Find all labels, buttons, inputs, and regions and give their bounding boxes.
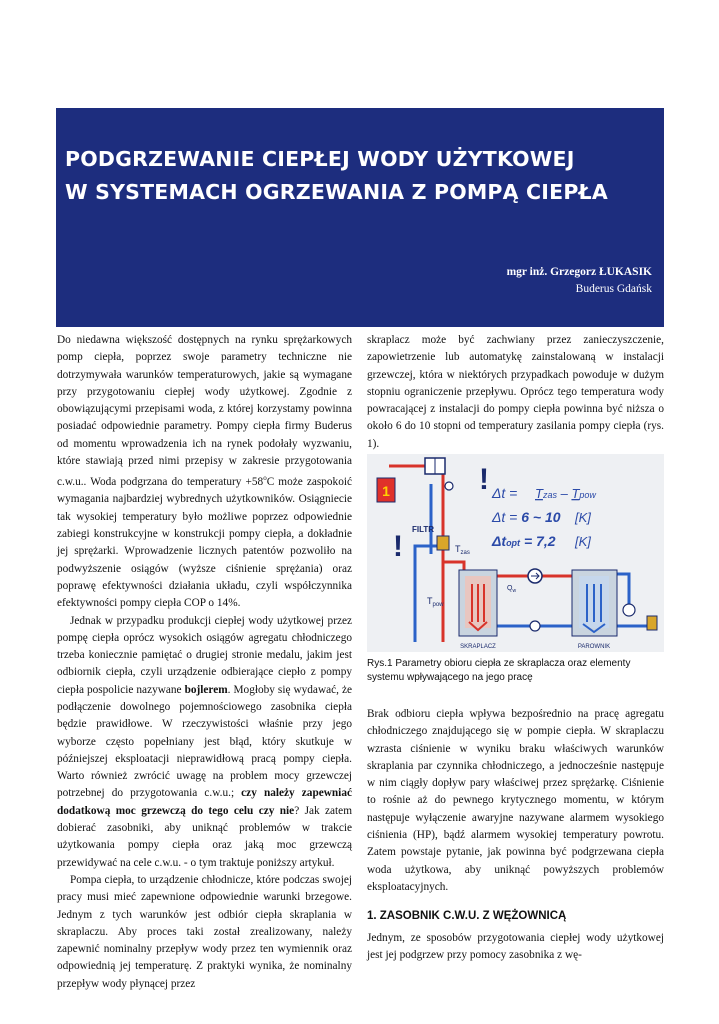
qw-label: $Q_w$ <box>507 585 517 594</box>
svg-text:Δtopt = 7,2: Δtopt = 7,2 <box>492 533 556 549</box>
author-block <box>507 264 652 298</box>
right-column-top <box>367 332 664 453</box>
figure-caption: Rys.1 Parametry obioru ciepła ze skraplacza oraz elementy systemu wpływającego na jego pracę <box>367 658 631 683</box>
valve-warning-icon <box>377 478 395 502</box>
paragraph: Jednak w przypadku produkcji ciepłej wody użytkowej przez pompę ciepła oprócz wysokich osiągów agregatu chłodniczego trzeba koniecznie pamiętać o drugiej stronie medalu, jakim jest odbiornik ciepła, czyli urządzenie odbierające ciepło z pompy ciepła pospolicie nazywane bojlerem. Mogłoby się wydawać, że podłączenie dowolnego pojemnościowego zasobnika ciepła będzie prawidłowe. W rzeczywistości właśnie przy jego wyborze często popełniany jest błąd, który skutkuje w późniejszej eksploatacji nieprawidłową pracą pompy ciepła. Warto również zwrócić uwagę na problem mocy grzewczej potrzebnej do przygotowania c.w.u.; czy należy zapewniać dodatkową moc grzewczą do tego celu czy nie? Jak zatem dobierać zasobniki, aby uniknąć problemów w trakcie użytkowania pompy ciepła oraz jaką moc grzewczą przewidywać na cele c.w.u. - o tym traktuje poniższy artykuł. <box>57 614 352 869</box>
warning-icon: ! <box>479 463 489 496</box>
svg-text:Δt = 6 ~ 10: Δt = 6 ~ 10 <box>492 509 561 525</box>
filter-icon <box>437 536 449 550</box>
paragraph: Do niedawna większość dostępnych na rynku sprężarkowych pomp ciepła, poprzez swoje parametry techniczne nie dotrzymywała warunków temperaturowych, jakie są wymagane przy przygotowaniu ciepłej wody użytkowej. Zgodnie z obowiązującymi przepisami woda, z której korzystamy powinna posiadać odpowiednie parametry. Pompy ciepła firmy Buderus od momentu wprowadzenia ich na rynek podołały wyzwaniu, które stawiają przed nimi przepisy w zakresie przygotowania c.w.u.. Woda podgrzana do temperatury $+58^oC$ może zaspokoić wymagania najbardziej wybrednych użytkowników. Osiągniecie tak wysokiej temperatury było możliwe poprzez odpowiednie zabiegi konstrukcyjne w konstrukcji pompy ciepła, a dokładnie jej sprężarki. Wprowadzenie licznych patentów pozwoliło na podwyższenie osiągów (wyższe ciśnienie sprężania) oraz poprawę efektywności działania układu, czyli współczynnika efektywności pompy ciepła COP o 14%. <box>57 334 352 610</box>
section-heading: 1. ZASOBNIK C.W.U. Z WĘŻOWNICĄ <box>367 910 567 922</box>
author-name: mgr inż. Grzegorz ŁUKASIK <box>506 266 652 278</box>
equations <box>491 485 596 549</box>
condenser-icon <box>459 570 497 636</box>
title-line-1: PODGRZEWANIE CIEPŁEJ WODY UŻYTKOWEJ <box>65 147 575 171</box>
paragraph: Pompa ciepła, to urządzenie chłodnicze, które podczas swojej pracy musi mieć zapewnione odpowiednie warunki brzegowe. Jednym z tych warunków jest odbiór ciepła skraplania w skraplaczu. Aby proces taki został zrealizowany, należy zapewnić nominalny przepływ wody przez ten wymiennik oraz odpowiednią jej temperaturę. Z praktyki wynika, że nominalny przepływ wody płynącej przez <box>57 873 352 990</box>
svg-text:[K]: [K] <box>575 510 591 525</box>
evaporator-icon <box>572 570 617 636</box>
svg-text:Tzas – Tpow: Tzas – Tpow <box>535 486 596 501</box>
condenser-label: SKRAPLACZ <box>460 644 496 650</box>
heat-pump-diagram <box>367 454 664 652</box>
right-column-bottom <box>367 930 664 965</box>
title-line-2: W SYSTEMACH OGRZEWANIA Z POMPĄ CIEPŁA <box>65 180 608 204</box>
expansion-valve-icon <box>530 621 540 631</box>
tzas-label: $T_{zas}$ <box>455 544 470 556</box>
paragraph: Jednym, ze sposobów przygotowania ciepłej wody użytkowej jest jej podgrzew przy pomocy zasobnika z wę- <box>367 932 664 962</box>
author-affiliation: Buderus Gdańsk <box>575 283 652 295</box>
svg-text:[K]: [K] <box>575 534 591 549</box>
paragraph: skraplacz może być zachwiany przez zanieczyszczenie, zapowietrzenie lub automatykę zainstalowaną w instalacji grzewczej, która w niektórych przypadkach powoduje w dużym stopniu ograniczenie przepływu. Oprócz tego temperatura wody powracającej z instalacji do pompy ciepła powinna być niższa o około 6 do 10 stopni od temperatury zasilania pompy ciepła (rys. 1). <box>367 334 664 450</box>
title-banner <box>56 108 664 327</box>
filter-label: FILTR <box>412 525 435 534</box>
expansion-valve-icon <box>425 458 453 490</box>
svg-text:1: 1 <box>382 483 390 499</box>
svg-text:Δt =: Δt = <box>492 485 518 501</box>
paragraph: Brak odbioru ciepła wpływa bezpośrednio na pracę agregatu chłodniczego znajdującego się w pompie ciepła. W skraplaczu wzrasta ciśnienie w wyniku braku właściwych warunków skraplania par czynnika chłodniczego, a jednocześnie następuje w nim ciągły dopływ pary właściwej przez sprężarkę. Ciśnienie to rośnie aż do pewnego krytycznego momentu, w którym następuje wyłączenie awaryjne nazywane alarmem wysokiego ciśnienia (HP), bądź alarmem wysokiej temperatury powrotu. Zatem powstaje pytanie, jak powinna być podgrzewana ciepła woda użytkowa, aby uniknąć powyższych problemów eksploatacyjnych. <box>367 708 664 893</box>
warning-icon: ! <box>393 530 403 563</box>
article-title <box>65 143 657 209</box>
left-column <box>57 332 352 993</box>
tpow-label: $T_{pow}$ <box>427 596 444 608</box>
evaporator-label: PAROWNIK <box>577 644 611 650</box>
pump-icon <box>623 604 635 616</box>
right-column-middle <box>367 706 664 896</box>
figure-1 <box>367 454 664 652</box>
filter-icon <box>647 616 657 630</box>
